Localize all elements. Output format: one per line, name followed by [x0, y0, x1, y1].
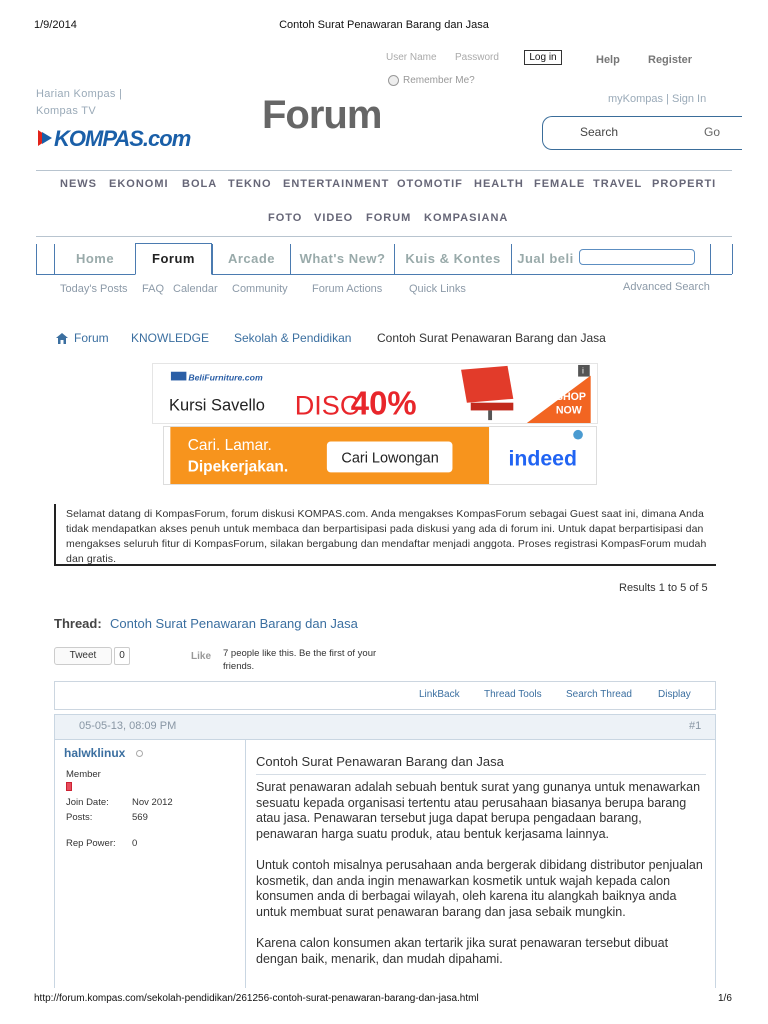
tab-whats-new[interactable]: What's New? [290, 244, 394, 274]
subnav-faq[interactable]: FAQ [142, 283, 165, 295]
go-button[interactable]: Go [704, 125, 721, 139]
kompas-tv-link[interactable]: Kompas TV [36, 105, 96, 117]
breadcrumb-forum[interactable]: Forum [74, 331, 109, 345]
cat-forum[interactable]: FORUM [366, 212, 412, 224]
tab-kuis-kontes[interactable]: Kuis & Kontes [394, 244, 511, 274]
subnav-calendar[interactable]: Calendar [173, 283, 218, 295]
help-link[interactable]: Help [596, 54, 620, 66]
tweet-count: 0 [114, 647, 130, 665]
chair-base-shape [488, 410, 492, 420]
like-text: 7 people like this. Be the first of your friends. [223, 648, 377, 672]
search-label: Search [580, 125, 619, 139]
cat-female[interactable]: FEMALE [534, 178, 586, 190]
welcome-notice: Selamat datang di KompasForum, forum diskusi KOMPAS.com. Anda mengakses KompasForum sebagai Guest saat ini, dimana Anda tidak mendapatkan akses penuh untuk membaca dan berpartisipasi pada diskusi yang ada di forum ini. Untuk dapat berpartisipasi dan mengakses seluruh fitur di KompasForum, silakan bergabung dan mendaftar menjadi anggota. Proses registrasi KompasForum mudah dan gratis. [54, 504, 716, 566]
post-paragraph-1: Surat penawaran adalah sebuah bentuk surat yang gunanya untuk menawarkan sesuatu kepada organisasi tertentu atau perusahaan biasanya berupa barang atau jasa. Penawaran tersebut juga dapat berupa pengadaan barang, penawaran harga suatu produk, atau bentuk kerjasama lainnya. [256, 780, 701, 841]
join-date-value: Nov 2012 [132, 797, 173, 808]
ad1-disc-value: 40% [350, 384, 417, 422]
kompas-logo[interactable] [36, 122, 211, 154]
cat-foto[interactable]: FOTO [268, 212, 303, 224]
breadcrumb-current: Contoh Surat Penawaran Barang dan Jasa [377, 331, 606, 345]
thread-tools-menu[interactable]: Thread Tools [484, 689, 542, 700]
advanced-search-link[interactable]: Advanced Search [623, 281, 710, 293]
cat-ekonomi[interactable]: EKONOMI [109, 178, 169, 190]
rep-power-value: 0 [132, 838, 138, 849]
ad1-cta-line1: SHOP [555, 390, 586, 403]
category-divider-bottom [36, 236, 732, 237]
post-paragraph-2: Untuk contoh misalnya perusahaan anda bergerak dibidang distributor penjualan kosmetik, dan anda ingin menawarkan kosmetik untuk wajah kepada calon konsumen anda di berbagai wilayah, oleh karena itu alangkah baiknya anda untuk membuat surat penawaran barang dan jasa sebaik mungkin. [256, 858, 703, 919]
post-title-divider [256, 774, 706, 775]
breadcrumb-section[interactable]: Sekolah & Pendidikan [234, 331, 352, 345]
indeed-logo: indeed [508, 446, 577, 471]
tab-divider-start [36, 244, 37, 274]
chair-icon [461, 366, 513, 403]
ad-indeed[interactable] [163, 426, 597, 485]
cat-video[interactable]: VIDEO [314, 212, 354, 224]
tab-jual-beli[interactable]: Jual beli [511, 244, 579, 274]
ad2-button-label: Cari Lowongan [341, 450, 439, 467]
ad-info-icon[interactable] [573, 430, 583, 440]
cat-news[interactable]: NEWS [60, 178, 97, 190]
ad1-info: i [581, 365, 584, 376]
harian-kompas-link[interactable]: Harian Kompas | [36, 88, 123, 100]
results-count: Results 1 to 5 of 5 [619, 582, 708, 594]
subnav-forum-actions[interactable]: Forum Actions [312, 283, 383, 295]
tab-forum[interactable]: Forum [135, 243, 212, 275]
ad2-line2: Dipekerjakan. [187, 458, 289, 476]
like-button[interactable]: Like [191, 651, 212, 662]
home-icon[interactable] [56, 333, 68, 344]
belifurniture-logo-icon [171, 372, 186, 381]
posts-value: 569 [132, 812, 148, 823]
ad1-brand: BeliFurniture.com [188, 372, 263, 383]
tab-home[interactable]: Home [54, 244, 135, 274]
subnav-community[interactable]: Community [232, 283, 288, 295]
post-date: 05-05-13, 08:09 PM [79, 720, 177, 732]
user-rank: Member [66, 769, 101, 780]
print-page-number: 1/6 [718, 993, 732, 1004]
reputation-icon [66, 782, 72, 791]
post-title: Contoh Surat Penawaran Barang dan Jasa [256, 754, 504, 769]
cat-tekno[interactable]: TEKNO [228, 178, 272, 190]
cat-bola[interactable]: BOLA [182, 178, 218, 190]
rep-power-label: Rep Power: [66, 838, 116, 849]
posts-label: Posts: [66, 812, 93, 823]
tweet-button[interactable]: Tweet [54, 647, 112, 665]
cat-entertainment[interactable]: ENTERTAINMENT [283, 178, 390, 190]
cat-otomotif[interactable]: OTOMOTIF [397, 178, 463, 190]
ad-belifurniture[interactable] [152, 363, 598, 424]
subnav-todays-posts[interactable]: Today's Posts [60, 283, 128, 295]
post-body [256, 780, 706, 983]
chair-seat-shape [471, 403, 514, 411]
thread-title-link[interactable]: Contoh Surat Penawaran Barang dan Jasa [110, 616, 358, 631]
thread-label: Thread: [54, 616, 102, 631]
ad2-line1: Cari. Lamar. [187, 437, 272, 455]
ad1-product: Kursi Savello [168, 396, 265, 415]
mykompas-signin-link[interactable]: myKompas | Sign In [608, 93, 707, 105]
logo-text: KOMPAS.com [54, 126, 191, 151]
print-url: http://forum.kompas.com/sekolah-pendidikan/261256-contoh-surat-penawaran-barang-dan-jasa.html [34, 993, 479, 1004]
cat-kompasiana[interactable]: KOMPASIANA [424, 212, 509, 224]
print-title: Contoh Surat Penawaran Barang dan Jasa [279, 19, 489, 31]
breadcrumb-knowledge[interactable]: KNOWLEDGE [131, 331, 210, 345]
ad1-disc-prefix: DISC [294, 389, 360, 421]
post-paragraph-3: Karena calon konsumen akan tertarik jika surat penawaran tersebut dibuat dengan baik, menarik, dan mudah dipahami. [256, 936, 669, 966]
ad1-cta-line2: NOW [555, 404, 582, 417]
subnav-quick-links[interactable]: Quick Links [409, 283, 466, 295]
post-permalink[interactable]: #1 [689, 720, 702, 732]
login-button[interactable]: Log in [524, 50, 562, 65]
cat-health[interactable]: HEALTH [474, 178, 524, 190]
tab-divider [710, 244, 711, 274]
display-menu[interactable]: Display [658, 689, 691, 700]
remember-me-checkbox[interactable] [388, 75, 399, 86]
post-username[interactable]: halwklinux [64, 746, 126, 760]
post-border-right [715, 740, 716, 990]
join-date-label: Join Date: [66, 797, 109, 808]
category-divider-top [36, 170, 732, 171]
cat-properti[interactable]: PROPERTI [652, 178, 717, 190]
logo-arrow-blue [42, 132, 52, 144]
password-input[interactable]: Password [455, 52, 499, 63]
linkback-link[interactable]: LinkBack [419, 689, 460, 700]
tab-arcade[interactable]: Arcade [212, 244, 290, 274]
offline-status-icon [136, 750, 143, 757]
forum-title: Forum [262, 93, 382, 137]
remember-me-label: Remember Me? [403, 75, 475, 86]
tab-divider-end [732, 244, 733, 274]
search-thread-menu[interactable]: Search Thread [566, 689, 632, 700]
tab-search-input[interactable] [579, 249, 695, 265]
username-input[interactable]: User Name [386, 52, 437, 63]
cat-travel[interactable]: TRAVEL [593, 178, 643, 190]
register-link[interactable]: Register [648, 54, 693, 66]
print-date: 1/9/2014 [34, 19, 77, 31]
